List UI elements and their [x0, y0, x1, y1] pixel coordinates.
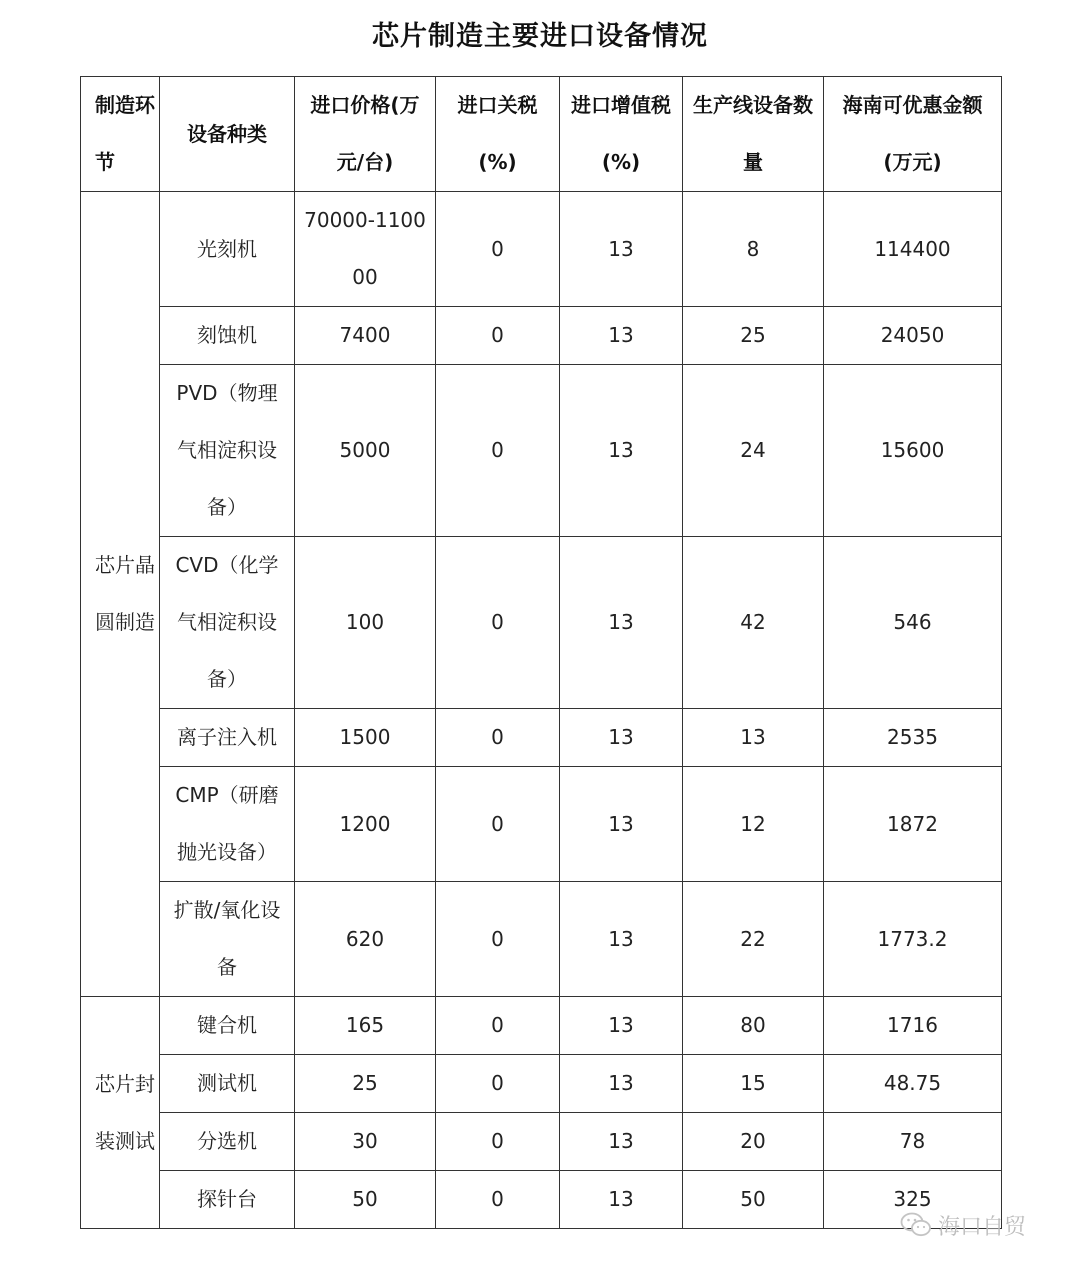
table-row [81, 882, 1002, 997]
savings-cell: 78 [824, 1113, 1002, 1171]
vat-cell: 13 [560, 767, 683, 882]
count-cell: 42 [683, 537, 824, 709]
price-cell: 50 [295, 1171, 436, 1229]
tariff-cell: 0 [436, 192, 560, 307]
savings-cell: 24050 [824, 307, 1002, 365]
tariff-cell: 0 [436, 767, 560, 882]
price-cell: 100 [295, 537, 436, 709]
tariff-cell: 0 [436, 307, 560, 365]
count-cell: 24 [683, 365, 824, 537]
count-cell: 80 [683, 997, 824, 1055]
watermark-text: 海口自贸 [938, 1214, 1027, 1240]
header-savings: 海南可优惠金额(万元) [824, 77, 1002, 192]
header-stage: 制造环节 [81, 77, 160, 192]
savings-cell: 1872 [824, 767, 1002, 882]
price-cell: 1500 [295, 709, 436, 767]
equipment-cell: 刻蚀机 [160, 307, 295, 365]
price-cell: 1200 [295, 767, 436, 882]
header-row [81, 77, 1002, 192]
price-cell: 620 [295, 882, 436, 997]
price-cell: 25 [295, 1055, 436, 1113]
savings-cell: 325 [824, 1171, 1002, 1229]
equipment-cell: PVD（物理气相淀积设备） [160, 365, 295, 537]
vat-cell: 13 [560, 365, 683, 537]
equipment-cell: 键合机 [160, 997, 295, 1055]
watermark [900, 1208, 1026, 1242]
count-cell: 12 [683, 767, 824, 882]
savings-cell: 1716 [824, 997, 1002, 1055]
equipment-cell: CVD（化学气相淀积设备） [160, 537, 295, 709]
wechat-icon [900, 1211, 932, 1239]
count-cell: 15 [683, 1055, 824, 1113]
tariff-cell: 0 [436, 882, 560, 997]
price-cell: 30 [295, 1113, 436, 1171]
count-cell: 8 [683, 192, 824, 307]
equipment-cell: 扩散/氧化设备 [160, 882, 295, 997]
equipment-cell: 离子注入机 [160, 709, 295, 767]
header-count: 生产线设备数量 [683, 77, 824, 192]
tariff-cell: 0 [436, 1113, 560, 1171]
price-cell: 5000 [295, 365, 436, 537]
vat-cell: 13 [560, 997, 683, 1055]
price-cell: 7400 [295, 307, 436, 365]
vat-cell: 13 [560, 307, 683, 365]
price-cell: 70000-110000 [295, 192, 436, 307]
header-price: 进口价格(万元/台) [295, 77, 436, 192]
vat-cell: 13 [560, 1171, 683, 1229]
header-tariff: 进口关税(%) [436, 77, 560, 192]
table-row [81, 997, 1002, 1055]
table-row [81, 1113, 1002, 1171]
vat-cell: 13 [560, 709, 683, 767]
table-row [81, 1055, 1002, 1113]
table-row [81, 537, 1002, 709]
page-title: 芯片制造主要进口设备情况 [372, 21, 708, 52]
savings-cell: 15600 [824, 365, 1002, 537]
vat-cell: 13 [560, 192, 683, 307]
savings-cell: 1773.2 [824, 882, 1002, 997]
table-row [81, 709, 1002, 767]
stage-cell: 芯片晶圆制造 [81, 192, 160, 997]
table-row [81, 1171, 1002, 1229]
savings-cell: 48.75 [824, 1055, 1002, 1113]
count-cell: 22 [683, 882, 824, 997]
header-vat: 进口增值税(%) [560, 77, 683, 192]
stage-cell: 芯片封装测试 [81, 997, 160, 1229]
count-cell: 20 [683, 1113, 824, 1171]
tariff-cell: 0 [436, 1055, 560, 1113]
tariff-cell: 0 [436, 537, 560, 709]
savings-cell: 114400 [824, 192, 1002, 307]
equipment-cell: CMP（研磨抛光设备） [160, 767, 295, 882]
table-row [81, 192, 1002, 307]
vat-cell: 13 [560, 1113, 683, 1171]
price-cell: 165 [295, 997, 436, 1055]
equipment-cell: 分选机 [160, 1113, 295, 1171]
equipment-cell: 测试机 [160, 1055, 295, 1113]
equipment-cell: 探针台 [160, 1171, 295, 1229]
tariff-cell: 0 [436, 709, 560, 767]
vat-cell: 13 [560, 537, 683, 709]
header-equipment: 设备种类 [160, 77, 295, 192]
vat-cell: 13 [560, 1055, 683, 1113]
table-row [81, 365, 1002, 537]
vat-cell: 13 [560, 882, 683, 997]
count-cell: 25 [683, 307, 824, 365]
equipment-cell: 光刻机 [160, 192, 295, 307]
table-row [81, 767, 1002, 882]
count-cell: 50 [683, 1171, 824, 1229]
savings-cell: 2535 [824, 709, 1002, 767]
savings-cell: 546 [824, 537, 1002, 709]
tariff-cell: 0 [436, 365, 560, 537]
table-row [81, 307, 1002, 365]
equipment-table [80, 76, 1002, 1229]
tariff-cell: 0 [436, 1171, 560, 1229]
tariff-cell: 0 [436, 997, 560, 1055]
count-cell: 13 [683, 709, 824, 767]
